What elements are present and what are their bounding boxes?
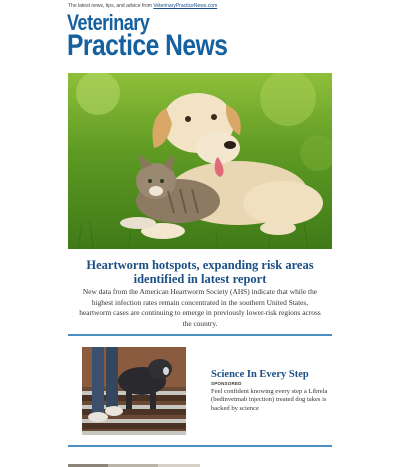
dog-walking-photo <box>82 347 186 435</box>
article-headline[interactable]: Heartworm hotspots, expanding risk areas identified in latest report <box>86 258 314 286</box>
preheader-text: The latest news, tips, and advice from <box>68 3 154 9</box>
sponsored-label: SPONSORED <box>211 381 242 386</box>
dog-and-cat-illustration <box>68 73 332 249</box>
hero-image[interactable] <box>68 73 332 249</box>
section-divider-2 <box>68 445 332 447</box>
article-summary: New data from the American Heartworm Society (AHS) indicate that while the highest infection rates remain concentrated in the southern United States, heartworm cases are continuing to emerge in previously lower-risk regions across the country. <box>79 287 321 328</box>
preheader <box>68 3 217 9</box>
site-link[interactable]: VeterinaryPracticeNews.com <box>153 3 218 9</box>
ad-image[interactable] <box>82 347 186 435</box>
logo-line-2: Practice News <box>67 29 228 62</box>
logo[interactable] <box>67 10 257 62</box>
ad-body: Feel confident knowing every step a Librela (bedinvetmab injection) treated dog takes is backed by science <box>211 388 328 412</box>
ad-title[interactable]: Science In Every Step <box>211 369 309 380</box>
section-divider <box>68 334 332 336</box>
next-article-image[interactable] <box>68 459 200 467</box>
logo-line-1: Veterinary <box>67 10 150 35</box>
